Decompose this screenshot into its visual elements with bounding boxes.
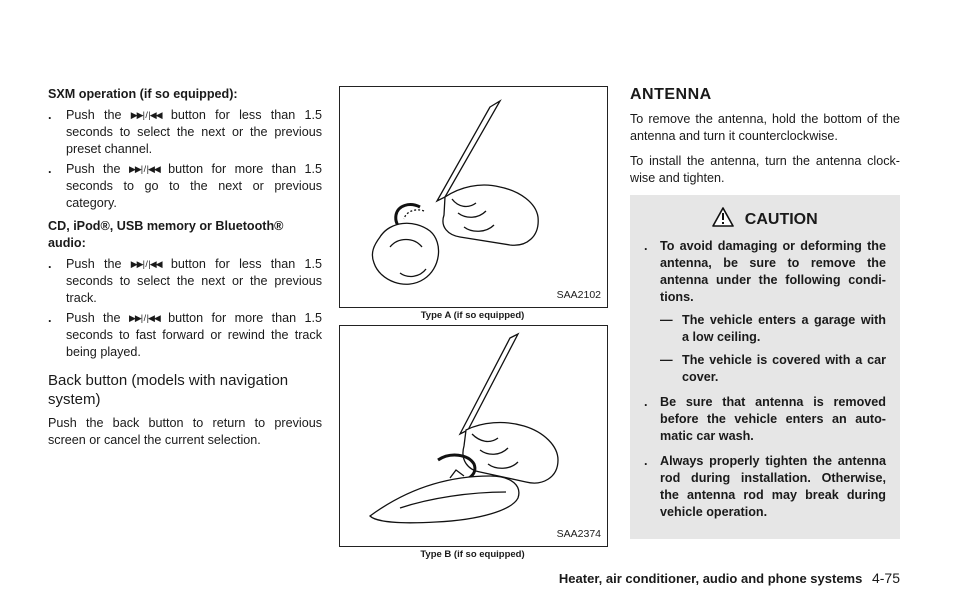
skip-forward-back-icon: ▶▶| / |◀◀ — [130, 259, 162, 269]
caution-bullet-3: . Always properly tighten the antenna rod during installation. Otherwise, the antenna rod may break during vehicle operation. — [644, 454, 886, 519]
caution-header — [644, 207, 886, 228]
bullet-dot: . — [48, 311, 52, 325]
bullet-dot: . — [644, 454, 648, 468]
bullet-dot: . — [48, 108, 52, 122]
right-column — [630, 86, 900, 539]
figure-antenna-type-b — [339, 325, 608, 547]
caution-bullet-1: . To avoid damaging or deforming the antenna, be sure to remove the antenna under the following condi-tions. — The vehicle enters a garage with a low ceiling. — The vehicle is covered with a car cover. — [644, 239, 886, 384]
sxm-heading: SXM operation (if so equipped): — [48, 87, 238, 101]
skip-forward-back-icon: ▶▶| / |◀◀ — [128, 313, 160, 323]
bullet-dot: . — [644, 239, 648, 253]
figure-code: SAA2374 — [556, 528, 601, 540]
figure-code: SAA2102 — [556, 289, 601, 301]
footer-section: Heater, air conditioner, audio and phone systems — [558, 571, 863, 586]
caution-label: CAUTION — [744, 211, 818, 228]
page-footer — [559, 570, 900, 586]
caution-sub-1: — The vehicle enters a garage with a low ceiling. — [660, 313, 886, 344]
skip-forward-back-icon: ▶▶| / |◀◀ — [128, 164, 160, 174]
caution-sub-2: — The vehicle is covered with a car cover. — [660, 353, 886, 384]
page-number: 4-75 — [871, 570, 900, 586]
cd-bullet-1: . Push the ▶▶| / |◀◀ button for less than 1.5 seconds to select the next or the previous track. — [48, 257, 323, 305]
antenna-type-a-illustration — [340, 87, 607, 307]
antenna-remove-text: To remove the antenna, hold the bottom of the antenna and turn it counterclockwise. — [630, 112, 900, 143]
sxm-bullet-1: . Push the ▶▶| / |◀◀ button for less than 1.5 seconds to select the next or the previous preset channel. — [48, 108, 323, 156]
sxm-bullet-2: . Push the ▶▶| / |◀◀ button for more than 1.5 seconds to go to the next or previous category. — [48, 162, 323, 210]
back-button-text: Push the back button to return to previous screen or cancel the current selection. — [48, 416, 322, 447]
figure-caption-b: Type B (if so equipped) — [420, 549, 525, 560]
bullet-dot: . — [644, 395, 648, 409]
cd-heading: CD, iPod®, USB memory or Bluetooth® audio: — [48, 219, 284, 250]
caution-box — [630, 195, 900, 539]
skip-forward-back-icon: ▶▶| / |◀◀ — [130, 110, 162, 120]
antenna-install-text: To install the antenna, turn the antenna clock-wise and tighten. — [630, 154, 900, 185]
warning-triangle-icon — [712, 207, 734, 227]
cd-bullet-2: . Push the ▶▶| / |◀◀ button for more than 1.5 seconds to fast forward or rewind the track being played. — [48, 311, 323, 359]
figure-antenna-type-a — [339, 86, 608, 308]
back-button-heading: Back button (models with navigation system) — [48, 372, 289, 408]
bullet-dot: . — [48, 162, 52, 176]
figure-caption-a: Type A (if so equipped) — [420, 310, 525, 321]
left-column — [48, 86, 322, 457]
section-title: ANTENNA — [630, 86, 712, 103]
antenna-type-b-illustration — [340, 326, 607, 546]
bullet-dot: . — [48, 257, 52, 271]
caution-bullet-2: . Be sure that antenna is removed before the vehicle enters an auto-matic car wash. — [644, 395, 886, 443]
